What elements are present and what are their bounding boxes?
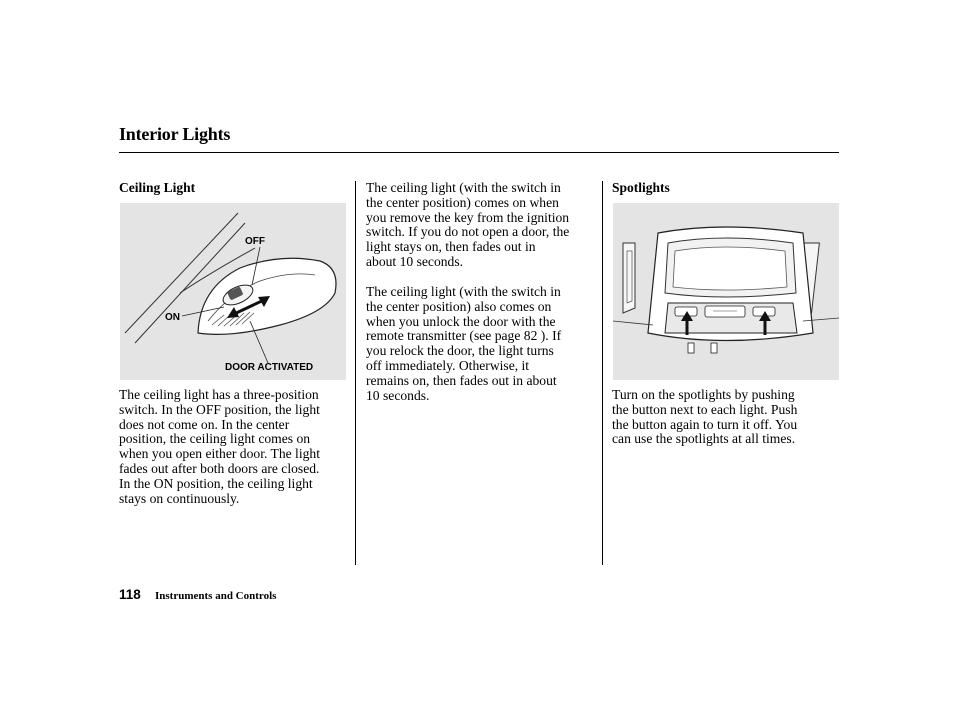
title-divider xyxy=(119,152,839,153)
ceiling-light-heading: Ceiling Light xyxy=(119,180,196,195)
door-activated-label: DOOR ACTIVATED xyxy=(225,362,314,373)
remote-transmitter-paragraph: The ceiling light (with the switch in the center position) also comes on when you unlock the door with the remote transmitter (see page 82 ). If you relock the door, the light turns off immediately. Otherwise, it remains on, then fades out in about 10 seconds. xyxy=(366,284,562,403)
column-divider-right xyxy=(602,181,603,565)
spotlights-heading: Spotlights xyxy=(612,180,670,195)
ignition-key-paragraph: The ceiling light (with the switch in the center position) comes on when you remove the key from the ignition switch. If you do not open a door, the light stays on, then fades out in about 10 seconds. xyxy=(366,180,570,269)
ceiling-light-figure xyxy=(120,203,346,380)
off-label: OFF xyxy=(245,236,265,247)
ceiling-light-description: The ceiling light has a three-position switch. In the OFF position, the light does not come on. In the center position, the ceiling light comes on when you open either door. The light fades out after both doors are closed. In the ON position, the ceiling light stays on continuously. xyxy=(119,387,320,506)
page-title: Interior Lights xyxy=(119,124,231,144)
column-divider-left xyxy=(355,181,356,565)
page-number: 118 xyxy=(119,587,141,602)
section-name: Instruments and Controls xyxy=(155,590,277,602)
on-label: ON xyxy=(165,312,180,323)
spotlights-description: Turn on the spotlights by pushing the button next to each light. Push the button again to turn it off. You can use the spotlights at all times. xyxy=(612,387,798,447)
spotlights-figure xyxy=(613,203,839,380)
